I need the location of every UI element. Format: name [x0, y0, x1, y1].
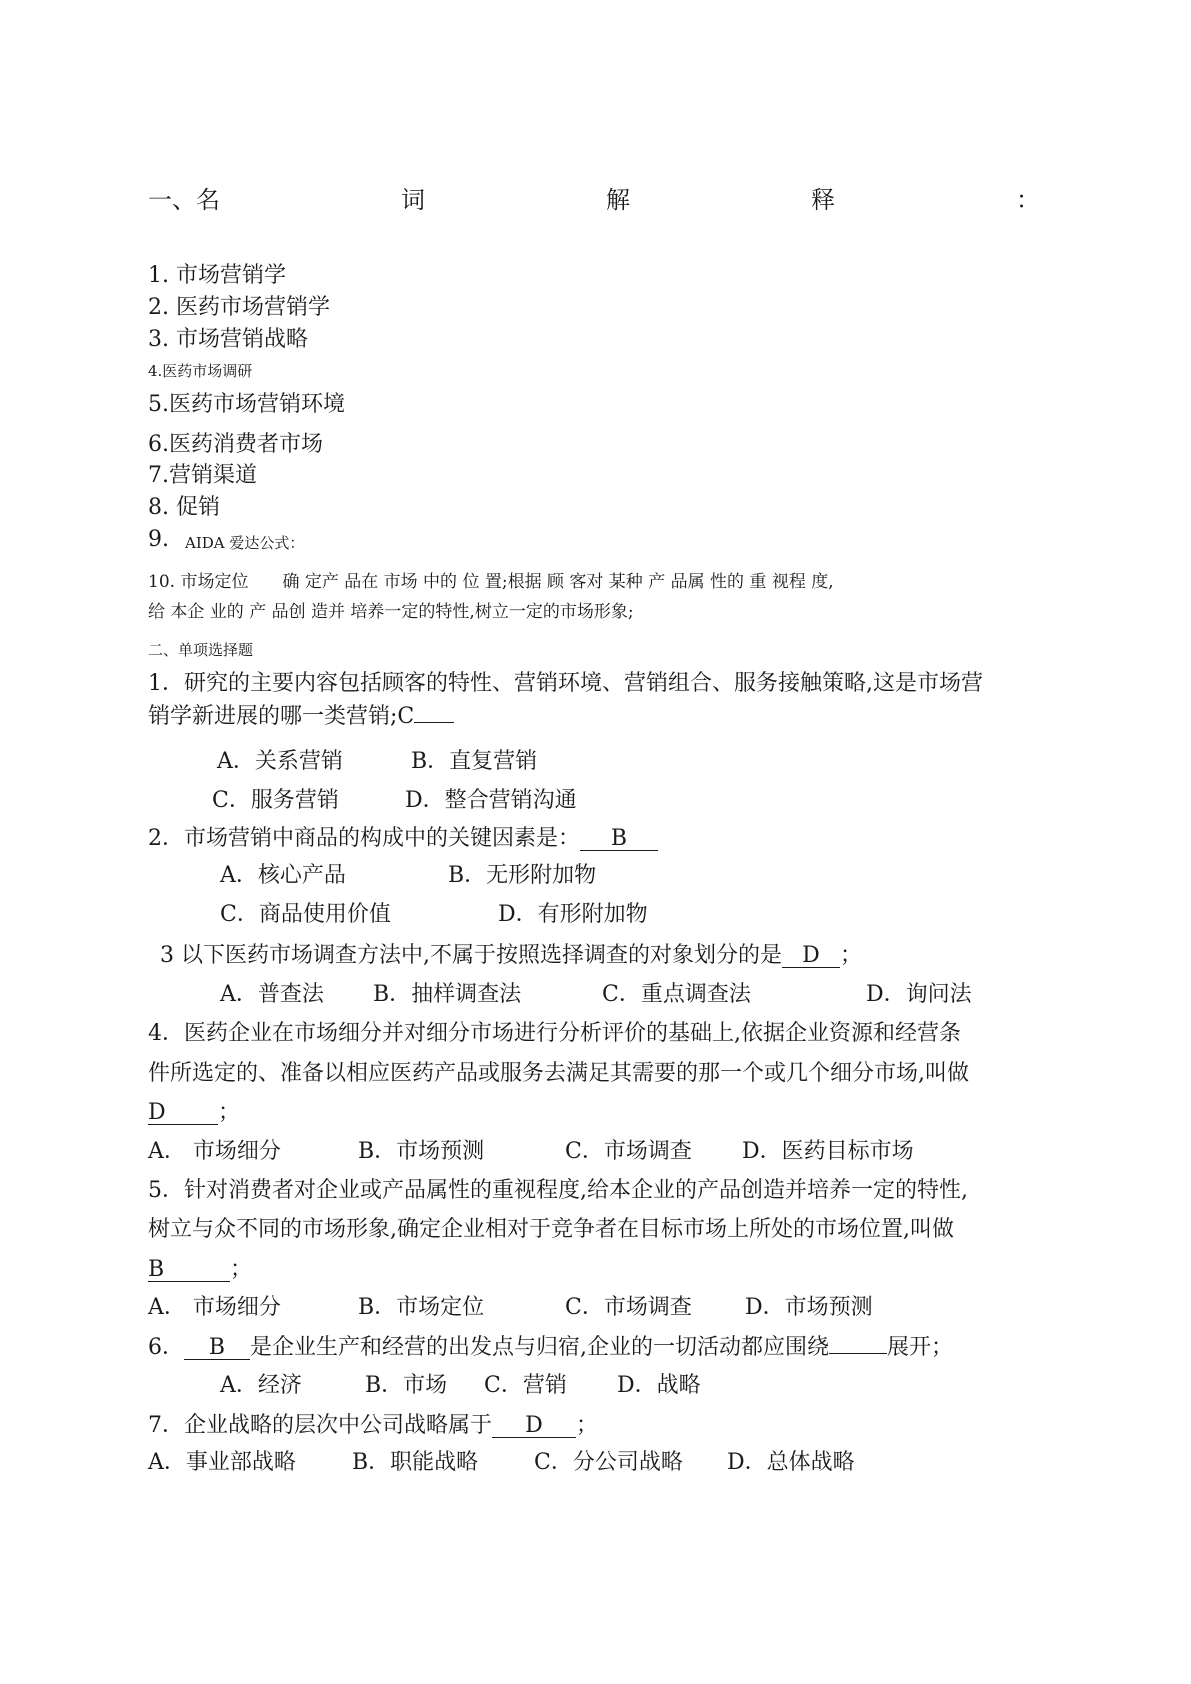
- option-b: B．直复营销: [411, 749, 538, 774]
- section1-heading: [148, 180, 1040, 215]
- term-item: 1. 市场营销学: [148, 263, 286, 288]
- option-b: B．抽样调查法: [373, 982, 522, 1007]
- heading-part: 一、名: [148, 186, 220, 214]
- option-d: D．有形附加物: [498, 902, 648, 927]
- term-item-number: 9.: [148, 527, 169, 552]
- heading-part: 词: [401, 186, 425, 214]
- option-b: B．市场预测: [358, 1139, 485, 1164]
- question-1-line1: 1．研究的主要内容包括顾客的特性、营销环境、营销组合、服务接触策略,这是市场营: [148, 671, 983, 696]
- option-b: B．无形附加物: [448, 863, 597, 888]
- heading-part: 释: [811, 186, 835, 214]
- answer-blank: [414, 722, 454, 723]
- section2-title: 二、单项选择题: [148, 641, 254, 659]
- term-item: 8. 促销: [148, 495, 220, 520]
- question-7-text: 7．企业战略的层次中公司战略属于: [148, 1413, 492, 1438]
- option-a: A．普查法: [220, 982, 324, 1007]
- question-2: [148, 827, 658, 851]
- option-a: A．核心产品: [220, 863, 346, 888]
- question-4-line2: 件所选定的、准备以相应医药产品或服务去满足其需要的那一个或几个细分市场,叫做: [148, 1061, 969, 1086]
- term-item: AIDA 爱达公式：: [185, 534, 305, 552]
- question-7-tail: ；: [576, 1413, 599, 1438]
- question-5-tail: ；: [230, 1257, 253, 1282]
- term-item: 4.医药市场调研: [148, 362, 253, 380]
- question-5-line3: [148, 1258, 252, 1282]
- question-6-tail: 展开；: [887, 1335, 954, 1360]
- option-c: C．营销: [484, 1373, 567, 1398]
- option-d: D．战略: [617, 1373, 701, 1398]
- question-2-text: 2．市场营销中商品的构成中的关键因素是：: [148, 826, 580, 851]
- answer-blank: B: [148, 1258, 230, 1282]
- heading-part: ：: [1016, 186, 1040, 214]
- answer-blank: D: [492, 1414, 576, 1438]
- answer-blank: B: [580, 827, 658, 851]
- option-d: D．整合营销沟通: [405, 788, 577, 813]
- answer-blank: [829, 1353, 887, 1354]
- option-a: A． 市场细分: [148, 1295, 281, 1320]
- question-1-text: 销学新进展的哪一类营销;C: [148, 704, 415, 729]
- term-item: 2. 医药市场营销学: [148, 295, 330, 320]
- question-1-line2: [148, 706, 454, 728]
- question-5-line1: 5．针对消费者对企业或产品属性的重视程度,给本企业的产品创造并培养一定的特性,: [148, 1178, 968, 1203]
- option-c: C．市场调查: [565, 1139, 692, 1164]
- question-6-number: 6．: [148, 1335, 184, 1360]
- option-a: A．关系营销: [217, 749, 343, 774]
- option-a: A． 市场细分: [148, 1139, 281, 1164]
- option-d: D．总体战略: [727, 1450, 855, 1475]
- term-item: 5.医药市场营销环境: [148, 392, 345, 417]
- answer-blank: B: [184, 1336, 250, 1360]
- question-6: [148, 1336, 953, 1360]
- question-4-tail: ；: [218, 1100, 241, 1125]
- option-a: A．事业部战略: [148, 1450, 296, 1475]
- question-7: [148, 1414, 598, 1438]
- option-a: A．经济: [220, 1373, 302, 1398]
- heading-part: 解: [606, 186, 630, 214]
- question-3: [160, 944, 862, 968]
- answer-blank: D: [148, 1101, 218, 1125]
- question-3-tail: ；: [840, 943, 863, 968]
- option-d: D．询问法: [866, 982, 972, 1007]
- option-c: C．重点调查法: [602, 982, 751, 1007]
- term-10-line2: 给 本企 业的 产 品创 造并 培养一定的特性,树立一定的市场形象;: [148, 602, 634, 622]
- option-b: B．市场: [365, 1373, 448, 1398]
- option-b: B．市场定位: [358, 1295, 485, 1320]
- option-b: B．职能战略: [352, 1450, 479, 1475]
- question-4-line3: [148, 1101, 240, 1125]
- question-6-text: 是企业生产和经营的出发点与归宿,企业的一切活动都应围绕: [250, 1335, 829, 1360]
- term-10-line1: 10. 市场定位 确 定产 品在 市场 中的 位 置;根据 顾 客对 某种 产 品属 性的 重 视程 度,: [148, 572, 834, 592]
- question-3-text: 3 以下医药市场调查方法中,不属于按照选择调查的对象划分的是: [160, 943, 782, 968]
- option-c: C．分公司战略: [534, 1450, 683, 1475]
- answer-blank: D: [782, 944, 840, 968]
- option-d: D．医药目标市场: [742, 1139, 914, 1164]
- term-item: 6.医药消费者市场: [148, 432, 323, 457]
- term-item: 7.营销渠道: [148, 463, 257, 488]
- option-c: C．服务营销: [212, 788, 339, 813]
- option-d: D．市场预测: [745, 1295, 873, 1320]
- question-4-line1: 4．医药企业在市场细分并对细分市场进行分析评价的基础上,依据企业资源和经营条: [148, 1021, 961, 1046]
- term-item: 3. 市场营销战略: [148, 327, 308, 352]
- question-5-line2: 树立与众不同的市场形象,确定企业相对于竞争者在目标市场上所处的市场位置,叫做: [148, 1217, 954, 1242]
- option-c: C．商品使用价值: [220, 902, 391, 927]
- option-c: C．市场调查: [565, 1295, 692, 1320]
